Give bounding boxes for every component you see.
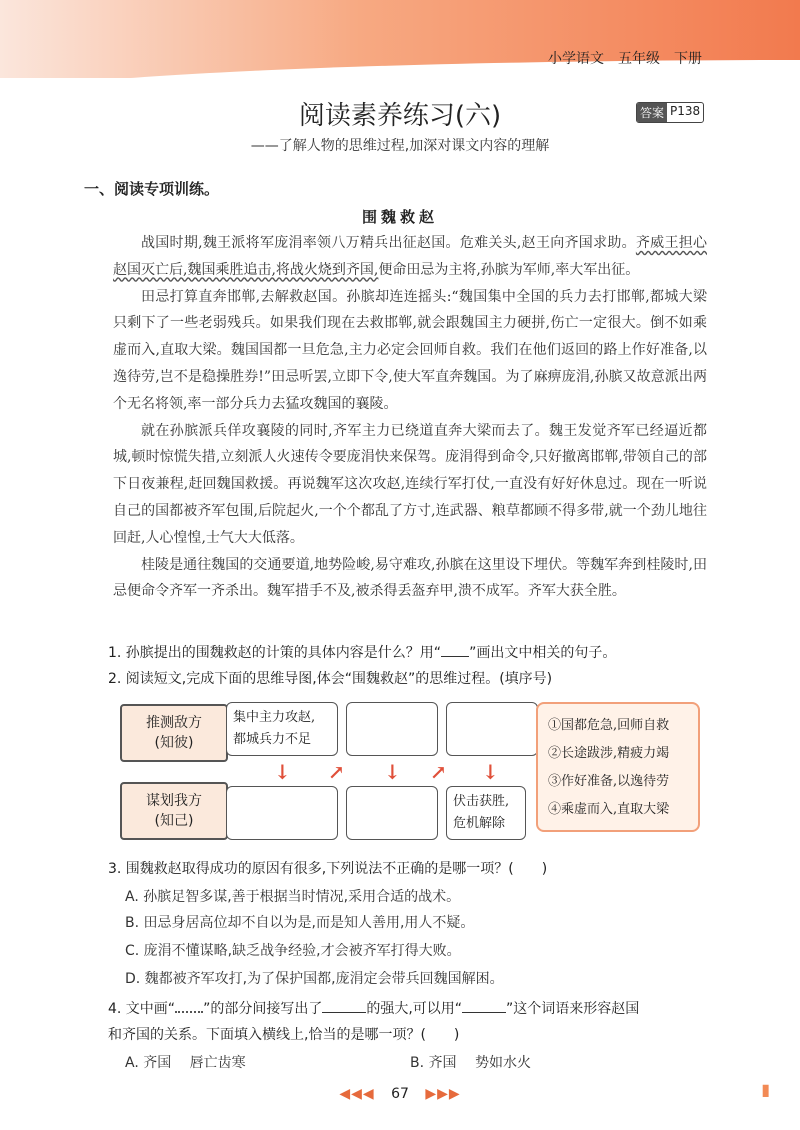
p1-wavy-text: 齐威王担心赵国灭亡后,魏国乘胜追击,将战火烧到齐国, [113, 235, 707, 278]
box1-line1: 集中主力攻赵, [233, 710, 316, 725]
question-4 [108, 996, 639, 1022]
q4-blank-2[interactable] [462, 1000, 506, 1013]
answer-page: P138 [670, 104, 701, 118]
essay-title: 围魏救赵 [361, 208, 438, 226]
q4-text-d: ”这个词语来形容赵国 [506, 1001, 640, 1017]
arrow-down-icon: ↓ [274, 760, 291, 784]
essay-body [113, 230, 707, 605]
page-title: 阅读素养练习(六) [298, 101, 502, 131]
row2-label-main: 谋划我方 [146, 793, 202, 809]
paragraph-3: 就在孙膑派兵佯攻襄陵的同时,齐军主力已绕道直奔大梁而去了。魏王发觉齐军已经逼近都城,顿时惊慌失措,立刻派人火速传令要庞涓快来保驾。庞涓得到命令,只好撤离邯郸,带领自己的部下日夜兼程,赶回魏国救援。再说魏军这次攻赵,连续行军打仗,一直没有好好休息过。现在一听说自己的国都被齐军包围,后院起火,一个个都乱了方寸,连武器、粮草都顾不得多带,就一个劲儿地往回赶,人心惶惶,士气大大低落。 [113, 422, 707, 546]
q3-option-a[interactable]: A. 孙膑足智多谋,善于根据当时情况,采用合适的战术。 [125, 889, 461, 905]
q4-blank-1[interactable] [322, 1000, 366, 1013]
q1-blank [441, 644, 469, 657]
mindmap-box-1 [226, 702, 338, 756]
row2-label-sub: (知己) [154, 813, 194, 829]
header-text: 小学语文 五年级 下册 [548, 51, 702, 67]
question-1 [108, 640, 616, 666]
q4-text-b: ”的部分间接写出了 [203, 1001, 323, 1017]
q4-text-c: 的强大,可以用“ [366, 1001, 463, 1017]
arrow-down-icon: ↓ [482, 760, 499, 784]
prev-arrows-icon: ◀◀◀ [339, 1086, 375, 1102]
option-4: ④乘虚而入,直取大梁 [548, 802, 670, 817]
answer-tag [636, 102, 704, 123]
row1-label [120, 704, 228, 762]
paragraph-4: 桂陵是通往魏国的交通要道,地势险峻,易守难攻,孙膑在这里设下埋伏。等魏军奔到桂陵时,田忌便命令齐军一齐杀出。魏军措手不及,被杀得丢盔弃甲,溃不成军。齐军大获全胜。 [113, 556, 707, 600]
mindmap-box-5[interactable] [346, 786, 438, 840]
q4-option-a[interactable]: A. 齐国 唇亡齿寒 [125, 1055, 246, 1071]
section-heading: 一、阅读专项训练。 [84, 180, 220, 198]
mind-map [120, 700, 710, 850]
row1-label-main: 推测敌方 [146, 715, 202, 731]
arrow-up-right-icon: ↗ [430, 760, 447, 784]
q4-text-a: 4. 文中画“ [108, 1001, 176, 1017]
arrow-up-right-icon: ↗ [328, 760, 345, 784]
question-2: 2. 阅读短文,完成下面的思维导图,体会“围魏救赵”的思维过程。(填序号) [108, 671, 553, 687]
mindmap-box-4[interactable] [226, 786, 338, 840]
next-arrows-icon: ▶▶▶ [425, 1086, 461, 1102]
box6-line1: 伏击获胜, [453, 794, 510, 809]
mindmap-box-2[interactable] [346, 702, 438, 756]
box6-line2: 危机解除 [453, 816, 506, 831]
q3-option-b[interactable]: B. 田忌身居高位却不自以为是,而是知人善用,用人不疑。 [125, 915, 475, 931]
paragraph-1 [113, 230, 707, 284]
question-3: 3. 围魏救赵取得成功的原因有很多,下列说法不正确的是哪一项？( ) [108, 861, 548, 877]
q3-option-c[interactable]: C. 庞涓不懂谋略,缺乏战争经验,才会被齐军打得大败。 [125, 943, 461, 959]
page-number: 67 [391, 1086, 409, 1102]
row2-label [120, 782, 228, 840]
option-3: ③作好准备,以逸待劳 [548, 774, 670, 789]
mindmap-box-3[interactable] [446, 702, 538, 756]
arrow-down-icon: ↓ [384, 760, 401, 784]
answer-label: 答案 [637, 103, 667, 122]
options-panel [536, 702, 700, 832]
option-2: ②长途跋涉,精疲力竭 [548, 746, 670, 761]
paragraph-2: 田忌打算直奔邯郸,去解救赵国。孙膑却连连摇头:“魏国集中全国的兵力去打邯郸,都城大梁只剩下了一些老弱残兵。如果我们现在去救邯郸,就会跟魏国主力硬拼,伤亡一定很大。倒不如乘虚而入,直取大梁。魏国国都一旦危急,主力必定会回师自救。我们在他们返回的路上作好准备,以逸待劳,岂不是稳操胜券!”田忌听罢,立即下令,使大军直奔魏国。为了麻痹庞涓,孙膑又故意派出两个无名将领,率一部分兵力去猛攻魏国的襄陵。 [113, 288, 707, 412]
q1-text-a: 1. 孙膑提出的围魏救赵的计策的具体内容是什么？用“ [108, 645, 442, 661]
p1-text-c: 便命田忌为主将,孙膑为军师,率大军出征。 [378, 261, 640, 278]
question-4-line2: 和齐国的关系。下面填入横线上,恰当的是哪一项？( ) [108, 1027, 460, 1043]
option-1: ①国都危急,回师自救 [548, 718, 670, 733]
page-subtitle: ——了解人物的思维过程,加深对课文内容的理解 [250, 138, 550, 154]
row1-label-sub: (知彼) [154, 735, 194, 751]
mindmap-box-6 [446, 786, 526, 840]
q1-text-b: ”画出文中相关的句子。 [469, 645, 617, 661]
q4-wavy-blank [175, 999, 203, 1013]
corner-mark-icon: ▮ [761, 1080, 770, 1099]
p1-text-a: 战国时期,魏王派将军庞涓率领八万精兵出征赵国。危难关头,赵王向齐国求助。 [141, 235, 636, 251]
q3-option-d[interactable]: D. 魏都被齐军攻打,为了保护国都,庞涓定会带兵回魏国解困。 [125, 971, 504, 987]
q4-option-b[interactable]: B. 齐国 势如水火 [410, 1055, 531, 1071]
box1-line2: 都城兵力不足 [233, 732, 312, 747]
page-footer [0, 1086, 800, 1102]
